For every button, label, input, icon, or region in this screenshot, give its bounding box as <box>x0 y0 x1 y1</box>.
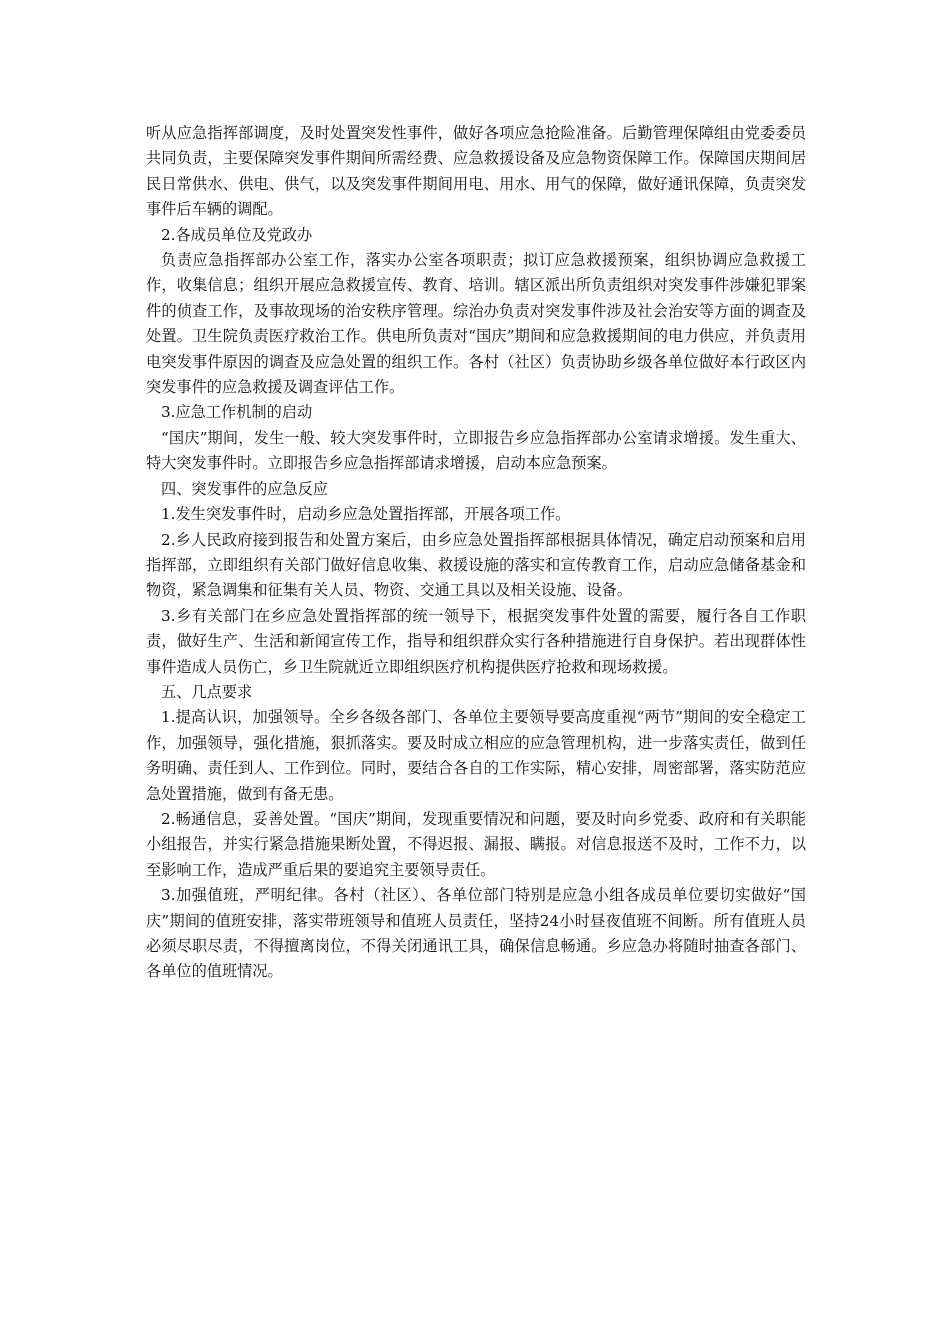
section-heading: 3.应急工作机制的启动 <box>161 403 313 422</box>
paragraph: 2.畅通信息，妥善处置。“国庆”期间，发现重要情况和问题，要及时向乡党委、政府和有关职能小组报告，并实行紧急措施果断处置，不得迟报、漏报、瞒报。对信息报送不及时，工作不力，以至影响工作，造成严重后果的要追究主要领导责任。 <box>146 809 806 879</box>
paragraph: 负责应急指挥部办公室工作，落实办公室各项职责；拟订应急救援预案，组织协调应急救援工作，收集信息；组织开展应急救援宣传、教育、培训。辖区派出所负责组织对突发事件涉嫌犯罪案件的侦查工作，及事故现场的治安秩序管理。综治办负责对突发事件涉及社会治安等方面的调查及处置。卫生院负责医疗救治工作。供电所负责对“国庆”期间和应急救援期间的电力供应，并负责用电突发事件原因的调查及应急处置的组织工作。各村（社区）负责协助乡级各单位做好本行政区内突发事件的应急救援及调查评估工作。 <box>146 251 806 397</box>
paragraph: 1.发生突发事件时，启动乡应急处置指挥部，开展各项工作。 <box>161 505 571 524</box>
paragraph: 听从应急指挥部调度，及时处置突发性事件，做好各项应急抢险准备。后勤管理保障组由党委委员共同负责，主要保障突发事件期间所需经费、应急救援设备及应急物资保障工作。保障国庆期间居民日常供水、供电、供气，以及突发事件期间用电、用水、用气的保障，做好通讯保障，负责突发事件后车辆的调配。 <box>146 124 806 219</box>
paragraph: 3.乡有关部门在乡应急处置指挥部的统一领导下，根据突发事件处置的需要，履行各自工作职责，做好生产、生活和新闻宣传工作，指导和组织群众实行各种措施进行自身保护。若出现群体性事件造成人员伤亡，乡卫生院就近立即组织医疗机构提供医疗抢救和现场救援。 <box>146 606 806 676</box>
document-body <box>146 121 806 985</box>
paragraph: 3.加强值班，严明纪律。各村（社区）、各单位部门特别是应急小组各成员单位要切实做好“国庆”期间的值班安排，落实带班领导和值班人员责任，坚持24小时昼夜值班不间断。所有值班人员必须尽职尽责，不得擅离岗位，不得关闭通讯工具，确保信息畅通。乡应急办将随时抽查各部门、各单位的值班情况。 <box>146 886 806 981</box>
paragraph: 1.提高认识，加强领导。全乡各级各部门、各单位主要领导要高度重视“两节”期间的安全稳定工作，加强领导，强化措施，狠抓落实。要及时成立相应的应急管理机构，进一步落实责任，做到任务明确、责任到人、工作到位。同时，要结合各自的工作实际，精心安排，周密部署，落实防范应急处置措施，做到有备无患。 <box>146 708 806 803</box>
paragraph: “国庆”期间，发生一般、较大突发事件时，立即报告乡应急指挥部办公室请求增援。发生重大、特大突发事件时。立即报告乡应急指挥部请求增援，启动本应急预案。 <box>146 428 806 473</box>
section-heading: 五、几点要求 <box>161 682 253 701</box>
paragraph: 2.乡人民政府接到报告和处置方案后，由乡应急处置指挥部根据具体情况，确定启动预案和启用指挥部，立即组织有关部门做好信息收集、救援设施的落实和宣传教育工作，启动应急储备基金和物资，紧急调集和征集有关人员、物资、交通工具以及相关设施、设备。 <box>146 530 806 600</box>
section-heading: 2.各成员单位及党政办 <box>161 225 313 244</box>
section-heading: 四、突发事件的应急反应 <box>161 479 329 498</box>
